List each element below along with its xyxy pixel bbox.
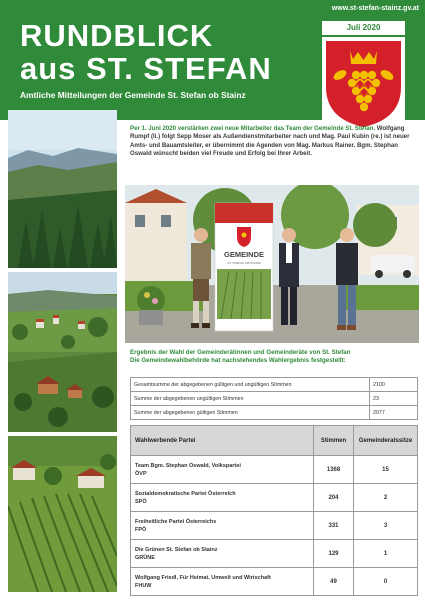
party-seats: 2 (354, 484, 418, 512)
banner-title: GEMEINDE (223, 250, 265, 259)
party-name: Team Bgm. Stephan Oswald, Volkspartei (135, 462, 241, 469)
party-votes: 204 (314, 484, 354, 512)
party-votes: 1368 (314, 456, 354, 484)
party-abbr: ÖVP (135, 470, 147, 477)
masthead-subtitle: Amtliche Mitteilungen der Gemeinde St. Stefan ob Stainz (20, 90, 246, 100)
masthead-title-line1: RUNDBLICK (20, 18, 214, 53)
party-name: Sozialdemokratische Partei Österreich (135, 490, 236, 497)
table-row (131, 484, 418, 512)
table-row (131, 392, 418, 406)
staff-announcement (130, 125, 418, 158)
votes-column-header: Stimmen (314, 426, 354, 456)
vote-summary-table (130, 377, 418, 420)
party-seats: 1 (354, 540, 418, 568)
party-votes: 331 (314, 512, 354, 540)
announcement-lead: Per 1. Juni 2020 verstärken zwei neue Mitarbeiter das Team der Gemeinde St. Stefan. (130, 125, 376, 132)
table-row (131, 406, 418, 420)
election-heading (130, 349, 420, 365)
summary-value: 2100 (370, 378, 418, 392)
summary-label: Summe der abgegebenen gültigen Stimmen (131, 406, 370, 420)
masthead-title-line2: aus ST. STEFAN (20, 51, 272, 86)
table-row (131, 540, 418, 568)
table-row (131, 456, 418, 484)
coat-of-arms-icon (322, 37, 405, 129)
table-row (131, 568, 418, 596)
summary-label: Gesamtsumme der abgegebenen gültigen und ungültigen Stimmen (131, 378, 370, 392)
party-cell (131, 568, 314, 596)
party-votes: 129 (314, 540, 354, 568)
table-row (131, 512, 418, 540)
party-name: Freiheitliche Partei Österreichs (135, 518, 217, 525)
party-abbr: SPÖ (135, 498, 147, 505)
table-row (131, 378, 418, 392)
party-seats: 3 (354, 512, 418, 540)
party-cell (131, 484, 314, 512)
party-abbr: GRÜNE (135, 554, 155, 561)
team-photo (125, 185, 419, 343)
election-heading-line1: Ergebnis der Wahl der Gemeinderätinnen und Gemeinderäte von St. Stefan (130, 349, 351, 356)
landscape-photo-village (8, 272, 117, 432)
party-name: Die Grünen St. Stefan ob Stainz (135, 546, 218, 553)
landscape-photo-mountains (8, 110, 117, 268)
summary-value: 23 (370, 392, 418, 406)
party-votes: 49 (314, 568, 354, 596)
party-name: Wolfgang Friedl, Für Heimat, Umwelt und Wirtschaft (135, 574, 271, 581)
table-header-row (131, 426, 418, 456)
party-cell (131, 456, 314, 484)
party-cell (131, 540, 314, 568)
landscape-photo-vineyard (8, 436, 117, 592)
website-url[interactable]: www.st-stefan-stainz.gv.at (331, 5, 419, 12)
party-results-table (130, 425, 418, 596)
summary-value: 2077 (370, 406, 418, 420)
team-photo-illustration (125, 185, 419, 343)
seats-column-header: Gemeinderatssitze (354, 426, 418, 456)
election-heading-line2: Die Gemeindewahlbehörde hat nachstehendes Wahlergebnis festgestellt: (130, 357, 346, 365)
party-seats: 0 (354, 568, 418, 596)
announcement-body: Wolfgang Rumpf (li.) folgt Sepp Moser als Außendienstmitarbeiter nach und Mag. Paul Kubin (re.) ist neuer Amts- und Bauamtsleiter, er übernimmt die Agenden von Mag. Markus Rainer. Bgm. Stephan Oswald wünscht beiden viel Freude und Erfolg bei Ihrer Arbeit. (130, 125, 410, 157)
party-seats: 15 (354, 456, 418, 484)
party-column-header: Wahlwerbende Partei (131, 426, 314, 456)
summary-label: Summe der abgegebenen ungültigen Stimmen (131, 392, 370, 406)
party-abbr: FHUW (135, 582, 152, 589)
party-cell (131, 512, 314, 540)
party-abbr: FPÖ (135, 526, 147, 533)
banner-subtitle: ST. STEFAN OB STAINZ (227, 261, 261, 265)
issue-date: Juli 2020 (322, 21, 405, 35)
